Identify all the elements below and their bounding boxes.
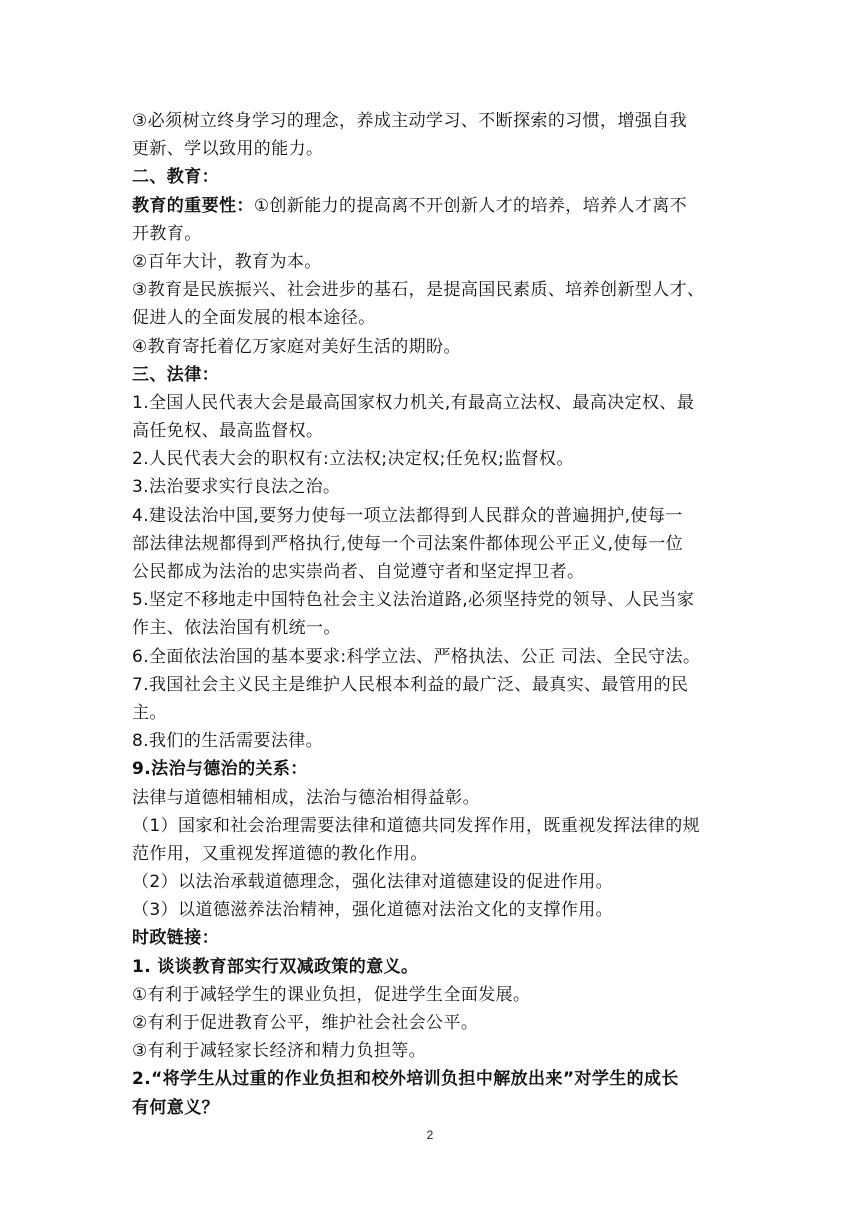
text-line: 6.全面依法治国的基本要求:科学立法、严格执法、公正 司法、全民守法。 — [132, 646, 701, 667]
text-line: ③必须树立终身学习的理念，养成主动学习、不断探索的习惯，增强自我 — [132, 111, 688, 131]
text-line: ②有利于促进教育公平，维护社会社会公平。 — [132, 1013, 479, 1033]
text-line: 5.坚定不移地走中国特色社会主义法治道路,必须坚持党的领导、人民当家 — [132, 590, 695, 611]
text-line: 时政链接： — [132, 928, 219, 949]
text-line: 4.建设法治中国,要努力使每一项立法都得到人民群众的普遍拥护,使每一 — [132, 505, 683, 526]
text-line: （1）国家和社会治理需要法律和道德共同发挥作用，既重视发挥法律的规 — [132, 815, 701, 836]
text-line: ③教育是民族振兴、社会进步的基石，是提高国民素质、培养创新型人才、 — [132, 280, 705, 301]
text-line: 1.全国人民代表大会是最高国家权力机关,有最高立法权、最高决定权、最 — [132, 392, 695, 413]
text-line: 2.人民代表大会的职权有:立法权;决定权;任免权;监督权。 — [132, 449, 574, 470]
text-line: 公民都成为法治的忠实崇尚者、自觉遵守者和坚定捍卫者。 — [132, 562, 585, 582]
text-line: 2.“将学生从过重的作业负担和校外培训负担中解放出来”对学生的成长 — [132, 1069, 679, 1090]
text-line: 7.我国社会主义民主是维护人民根本利益的最广泛、最真实、最管用的民 — [132, 674, 689, 695]
line-text: ①创新能力的提高离不开创新人才的培养，培养人才离不 — [253, 195, 688, 216]
text-line: 作主、依法治国有机统一。 — [132, 618, 341, 639]
text-line: 主。 — [132, 702, 167, 723]
text-line: 有何意义？ — [132, 1097, 219, 1118]
text-line: ②百年大计，教育为本。 — [132, 251, 322, 272]
text-line: 促进人的全面发展的根本途径。 — [132, 308, 376, 329]
text-line: 更新、学以致用的能力。 — [132, 139, 324, 160]
bold-term: 教育的重要性： — [132, 195, 254, 216]
text-line: 法律与道德相辅相成，法治与德治相得益彰。 — [132, 787, 480, 808]
text-line: 1. 谈谈教育部实行双减政策的意义。 — [132, 956, 419, 977]
text-line: 开教育。 — [132, 223, 202, 244]
document-body — [132, 107, 732, 1122]
text-line: 二、教育： — [132, 167, 219, 188]
text-line — [132, 192, 732, 220]
text-line: ③有利于减轻家长经济和精力负担等。 — [132, 1041, 427, 1062]
text-line: 高任免权、最高监督权。 — [132, 421, 324, 442]
text-line: （2）以法治承载道德理念，强化法律对道德建设的促进作用。 — [132, 872, 614, 893]
text-line: （3）以道德滋养法治精神，强化道德对法治文化的支撑作用。 — [132, 900, 614, 921]
text-line: 8.我们的生活需要法律。 — [132, 731, 324, 752]
text-line: 范作用，又重视发挥道德的教化作用。 — [132, 843, 428, 864]
text-line: 部法律法规都得到严格执行,使每一个司法案件都体现公平正义,使每一位 — [132, 533, 684, 554]
text-line: ④教育寄托着亿万家庭对美好生活的期盼。 — [132, 336, 461, 357]
text-line: ①有利于减轻学生的课业负担，促进学生全面发展。 — [132, 984, 531, 1005]
text-line: 3.法治要求实行良法之治。 — [132, 477, 341, 498]
text-line: 9.法治与德治的关系： — [132, 759, 308, 780]
page-number: 2 — [426, 1128, 434, 1142]
text-line: 三、法律： — [132, 364, 219, 385]
